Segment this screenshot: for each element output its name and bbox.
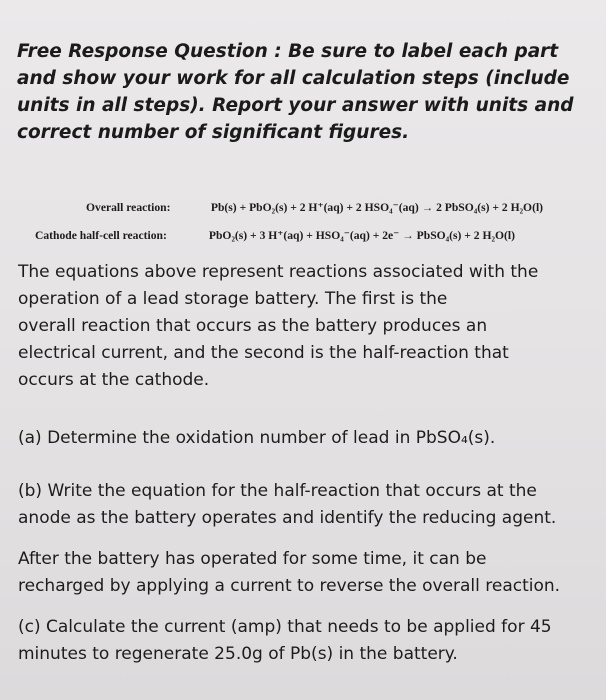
part-c-question [18, 614, 593, 668]
overall-reaction-label: Overall reaction: [86, 201, 171, 214]
paragraph-line: (c) Calculate the current (amp) that needs to be applied for 45 [18, 617, 552, 637]
part-b-question [18, 478, 593, 532]
heading-line: number of significant figures. [97, 122, 410, 143]
paragraph-line: After the battery has operated for some time, it can be [18, 549, 487, 569]
heading-line: Free Response Question : Be sure to label each part and [17, 41, 559, 89]
heading-line: show your work for all calculation steps (include units in [17, 68, 570, 116]
instructions-heading [17, 38, 592, 146]
part-a-question [18, 425, 593, 452]
paragraph-line: electrical current, and the second is the half-reaction that [18, 343, 509, 363]
paragraph-line: recharged by applying a current to reverse the overall reaction. [18, 576, 561, 596]
cathode-reaction [35, 228, 515, 242]
overall-reaction-equation: Pb(s) + PbO₂(s) + 2 H⁺(aq) + 2 HSO₄⁻(aq) → 2 PbSO₄(s) + 2 H₂O(l) [210, 201, 544, 214]
paragraph-line: anode as the battery operates and identify the reducing agent. [18, 508, 557, 528]
heading-line: all steps). Report your answer with units and correct [17, 95, 574, 143]
cathode-reaction-label: Cathode half-cell reaction: [35, 229, 167, 242]
recharge-paragraph [18, 546, 593, 600]
paragraph-line: (a) Determine the oxidation number of lead in PbSO₄(s). [18, 428, 496, 448]
paragraph-line: operation of a lead storage battery. The first is the [18, 289, 448, 309]
cathode-reaction-equation: PbO₂(s) + 3 H⁺(aq) + HSO₄⁻(aq) + 2e⁻ → PbSO₄(s) + 2 H₂O(l) [208, 229, 515, 242]
paragraph-line: overall reaction that occurs as the battery produces an [18, 316, 488, 336]
intro-paragraph [18, 259, 593, 394]
overall-reaction [86, 200, 543, 214]
paragraph-line: minutes to regenerate 25.0g of Pb(s) in the battery. [18, 644, 458, 664]
paragraph-line: occurs at the cathode. [18, 370, 210, 390]
paragraph-line: The equations above represent reactions associated with the [18, 262, 539, 282]
paragraph-line: (b) Write the equation for the half-reaction that occurs at the [18, 481, 537, 501]
